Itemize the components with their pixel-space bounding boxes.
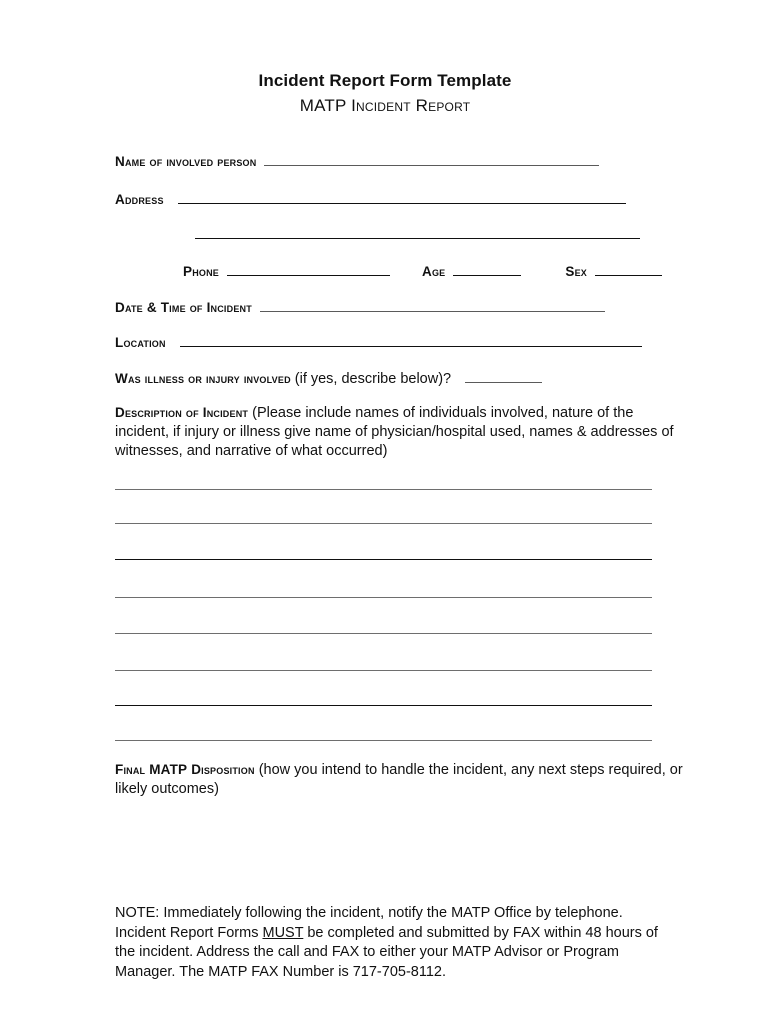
description-answer-line-3[interactable] xyxy=(115,559,652,560)
description-label: Description of Incident xyxy=(115,405,249,420)
disposition-instructions: (how you intend to handle the incident, any next steps required, or likely outcomes) xyxy=(115,762,683,798)
field-row-illness xyxy=(115,370,542,387)
title-block xyxy=(0,70,770,119)
field-row-date-time xyxy=(115,299,605,315)
sex-label: Sex xyxy=(565,264,587,279)
age-input-line[interactable] xyxy=(453,263,521,276)
description-answer-line-1[interactable] xyxy=(115,489,652,490)
disposition-block xyxy=(115,761,687,799)
location-input-line[interactable] xyxy=(180,334,642,347)
field-row-address xyxy=(115,191,626,207)
description-block xyxy=(115,404,687,461)
address-input-line-2[interactable] xyxy=(195,238,640,239)
name-label: Name of involved person xyxy=(115,154,257,169)
note-line-2-after: be completed and submitted by FAX within 48 hours of xyxy=(303,924,658,941)
note-line-3: the incident. Address the call and FAX to either your MATP Advisor or Program xyxy=(115,944,619,961)
age-label: Age xyxy=(422,264,446,279)
description-answer-line-7[interactable] xyxy=(115,705,652,706)
page-title: Incident Report Form Template xyxy=(258,71,512,90)
phone-input-line[interactable] xyxy=(227,263,390,276)
note-line-1: NOTE: Immediately following the incident, notify the MATP Office by telephone. xyxy=(115,905,623,921)
note-line-2 xyxy=(115,924,695,944)
description-answer-line-2[interactable] xyxy=(115,523,652,524)
address-input-line[interactable] xyxy=(178,191,626,204)
name-input-line[interactable] xyxy=(264,153,599,166)
phone-label: Phone xyxy=(183,264,220,279)
description-instructions: (Please include names of individuals involved, nature of the incident, if injury or illness give name of physician/hospital used, names & addresses of witnesses, and narrative of what occurred) xyxy=(115,405,674,460)
address-label: Address xyxy=(115,192,164,207)
illness-hint: (if yes, describe below)? xyxy=(294,371,452,387)
date-time-label: Date & Time of Incident xyxy=(115,300,252,315)
disposition-label-matp: MATP xyxy=(149,762,188,777)
description-answer-line-8[interactable] xyxy=(115,740,652,741)
note-line-4: Manager. The MATP FAX Number is 717-705-8112. xyxy=(115,964,446,981)
sex-input-line[interactable] xyxy=(595,263,662,276)
disposition-label-part2: Disposition xyxy=(187,762,255,777)
note-block xyxy=(115,904,695,983)
description-answer-line-5[interactable] xyxy=(115,633,652,634)
description-answer-line-6[interactable] xyxy=(115,670,652,671)
note-line-2-before: Incident Report Forms xyxy=(115,924,263,941)
field-row-name xyxy=(115,153,599,169)
date-time-input-line[interactable] xyxy=(260,299,605,312)
disposition-label-part1: Final xyxy=(115,762,150,777)
field-row-phone-age-sex xyxy=(183,263,662,279)
page-subtitle: MATP Incident Report xyxy=(299,96,471,116)
location-label: Location xyxy=(115,335,166,350)
illness-label: Was illness or injury involved xyxy=(115,371,291,386)
field-row-location xyxy=(115,334,642,350)
description-answer-line-4[interactable] xyxy=(115,597,652,598)
note-emphasis-must: MUST xyxy=(262,924,304,941)
illness-input-line[interactable] xyxy=(465,370,542,383)
